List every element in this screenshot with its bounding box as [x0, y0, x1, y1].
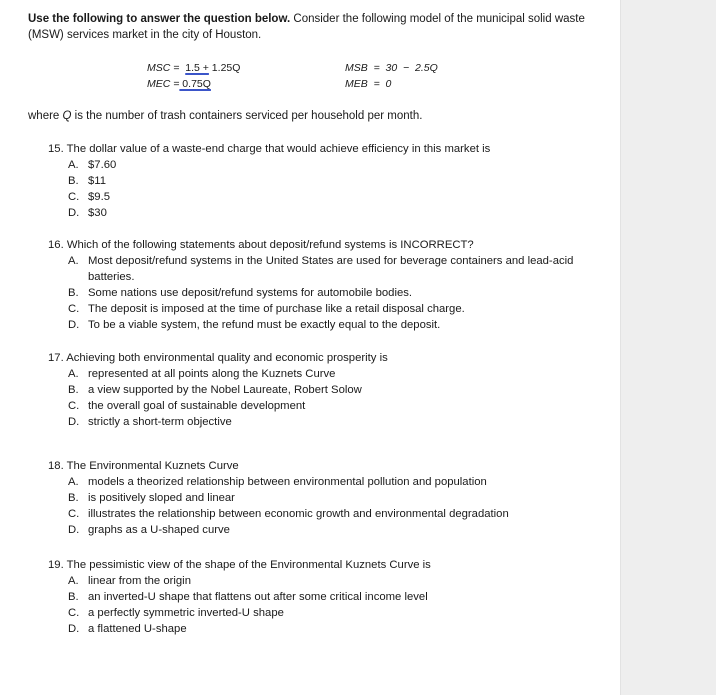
option-text: is positively sloped and linear — [88, 492, 235, 504]
question-stem: 19. The pessimistic view of the shape of the Environmental Kuznets Curve is — [48, 559, 431, 571]
msc-link[interactable]: 1.5 + — [185, 62, 209, 74]
option-b — [48, 382, 608, 398]
question-stem: 18. The Environmental Kuznets Curve — [48, 460, 239, 472]
option-text: The deposit is imposed at the time of purchase like a retail disposal charge. — [88, 303, 465, 315]
option-text: $7.60 — [88, 159, 117, 171]
option-text: a perfectly symmetric inverted-U shape — [88, 607, 284, 619]
msc-rest: 1.25Q — [208, 62, 241, 74]
mec-label: MEC = — [147, 78, 180, 90]
option-letter: A. — [68, 159, 79, 171]
option-letter: B. — [68, 175, 79, 187]
option-letter: A. — [68, 575, 79, 587]
option-c — [48, 398, 608, 414]
option-letter: B. — [68, 591, 79, 603]
where-var: Q — [62, 110, 72, 122]
option-c — [48, 189, 608, 205]
equation-mec — [147, 76, 211, 92]
question-17 — [48, 350, 608, 430]
option-text: models a theorized relationship between environmental pollution and population — [88, 476, 487, 488]
option-letter: C. — [68, 400, 80, 412]
option-text: Most deposit/refund systems in the United States are used for beverage containers and lead-acid batteries. — [88, 255, 574, 283]
question-15 — [48, 141, 608, 221]
option-letter: C. — [68, 508, 80, 520]
option-b — [48, 490, 608, 506]
equation-meb: MEB = 0 — [345, 78, 392, 90]
option-letter: D. — [68, 416, 80, 428]
option-d — [48, 414, 608, 430]
option-text: Some nations use deposit/refund systems for automobile bodies. — [88, 287, 413, 299]
option-a — [48, 157, 608, 173]
option-letter: D. — [68, 207, 80, 219]
equation-msc — [147, 60, 240, 76]
option-letter: C. — [68, 607, 80, 619]
option-text: To be a viable system, the refund must be exactly equal to the deposit. — [88, 319, 441, 331]
where-pre: where — [28, 110, 63, 122]
intro-text: Consider the following model of the municipal solid waste (MSW) services market in the city of Houston. — [28, 13, 585, 41]
option-text: represented at all points along the Kuznets Curve — [88, 368, 336, 380]
option-letter: A. — [68, 255, 79, 267]
question-19 — [48, 557, 608, 637]
option-b — [48, 173, 608, 189]
option-letter: A. — [68, 476, 79, 488]
option-c — [48, 506, 608, 522]
right-gray-panel — [620, 0, 716, 695]
option-d — [48, 621, 608, 637]
option-letter: B. — [68, 384, 79, 396]
option-text: a flattened U-shape — [88, 623, 187, 635]
question-16 — [48, 237, 608, 333]
where-sentence — [28, 108, 422, 124]
option-text: an inverted-U shape that flattens out after some critical income level — [88, 591, 428, 603]
option-letter: C. — [68, 191, 80, 203]
option-text: $30 — [88, 207, 107, 219]
option-letter: D. — [68, 623, 80, 635]
option-text: $9.5 — [88, 191, 110, 203]
option-letter: C. — [68, 303, 80, 315]
option-letter: B. — [68, 492, 79, 504]
option-a — [48, 573, 608, 589]
option-a — [48, 366, 608, 382]
question-stem: 17. Achieving both environmental quality and economic prosperity is — [48, 352, 388, 364]
option-text: $11 — [88, 175, 107, 187]
option-letter: B. — [68, 287, 79, 299]
option-a — [48, 474, 608, 490]
option-text: strictly a short-term objective — [88, 416, 232, 428]
option-b — [48, 589, 608, 605]
intro-bold: Use the following to answer the question below. — [28, 13, 291, 25]
option-c — [48, 301, 608, 317]
msc-label: MSC = — [147, 62, 180, 74]
intro-paragraph — [28, 11, 588, 43]
option-text: the overall goal of sustainable development — [88, 400, 306, 412]
question-18 — [48, 458, 608, 538]
option-d — [48, 522, 608, 538]
option-text: a view supported by the Nobel Laureate, Robert Solow — [88, 384, 362, 396]
option-d — [48, 317, 608, 333]
where-post: is the number of trash containers serviced per household per month. — [71, 110, 423, 122]
option-letter: D. — [68, 524, 80, 536]
option-d — [48, 205, 608, 221]
option-c — [48, 605, 608, 621]
option-letter: D. — [68, 319, 80, 331]
question-stem: 15. The dollar value of a waste-end charge that would achieve efficiency in this market is — [48, 143, 491, 155]
option-b — [48, 285, 608, 301]
equation-msb: MSB = 30 − 2.5Q — [345, 62, 438, 74]
option-text: illustrates the relationship between economic growth and environmental degradation — [88, 508, 509, 520]
option-text: linear from the origin — [88, 575, 191, 587]
question-stem: 16. Which of the following statements about deposit/refund systems is INCORRECT? — [48, 239, 474, 251]
option-letter: A. — [68, 368, 79, 380]
option-text: graphs as a U-shaped curve — [88, 524, 230, 536]
mec-link[interactable]: 0.75Q — [179, 78, 211, 90]
option-a — [48, 253, 608, 285]
